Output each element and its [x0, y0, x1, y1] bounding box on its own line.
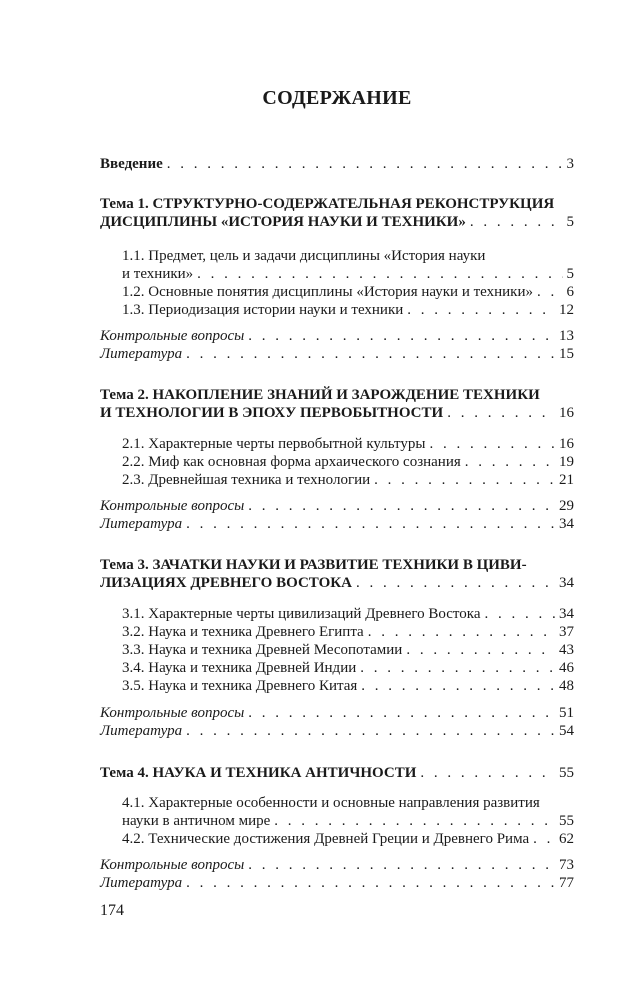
- toc-section-3-4: [122, 659, 574, 677]
- entry-page: 16: [559, 405, 574, 421]
- entry-label: Литература: [100, 875, 183, 891]
- toc-section-4-1: [122, 794, 574, 830]
- toc-section-2-2: [122, 453, 574, 471]
- entry-label: 3.5. Наука и техника Древнего Китая: [122, 678, 358, 694]
- page-number: 174: [100, 902, 124, 919]
- dot-leader: [186, 874, 555, 892]
- entry-label-line2: И ТЕХНОЛОГИИ В ЭПОХУ ПЕРВОБЫТНОСТИ: [100, 405, 444, 421]
- toc-section-3-3: [122, 641, 574, 659]
- dot-leader: [533, 830, 555, 848]
- dot-leader: [429, 435, 555, 453]
- toc-questions-4: [100, 856, 574, 874]
- toc-questions-1: [100, 327, 574, 345]
- dot-leader: [197, 265, 562, 283]
- entry-page: 12: [559, 302, 574, 318]
- entry-page: 34: [559, 606, 574, 622]
- entry-label: 2.3. Древнейшая техника и технологии: [122, 472, 371, 488]
- entry-page: 3: [566, 156, 574, 172]
- toc-section-2-1: [122, 435, 574, 453]
- entry-page: 13: [559, 328, 574, 344]
- dot-leader: [407, 301, 555, 319]
- toc-entry-topic2: [100, 386, 574, 422]
- entry-page: 43: [559, 642, 574, 658]
- entry-page: 48: [559, 678, 574, 694]
- toc-section-3-1: [122, 605, 574, 623]
- entry-label: Тема 4. НАУКА И ТЕХНИКА АНТИЧНОСТИ: [100, 765, 417, 781]
- dot-leader: [356, 574, 555, 592]
- dot-leader: [470, 213, 563, 231]
- entry-label-line1: 4.1. Характерные особенности и основные направления развития: [122, 795, 540, 811]
- entry-page: 34: [559, 575, 574, 591]
- entry-label: 3.1. Характерные черты цивилизаций Древнего Востока: [122, 606, 481, 622]
- toc-section-3-2: [122, 623, 574, 641]
- toc-literature-4: [100, 874, 574, 892]
- entry-page: 5: [566, 214, 574, 230]
- toc-entry-intro: [100, 155, 574, 173]
- dot-leader: [186, 722, 555, 740]
- entry-label: 3.4. Наука и техника Древней Индии: [122, 660, 357, 676]
- dot-leader: [274, 812, 555, 830]
- entry-label: Контрольные вопросы: [100, 328, 245, 344]
- entry-label-line2: ДИСЦИПЛИНЫ «ИСТОРИЯ НАУКИ И ТЕХНИКИ»: [100, 214, 466, 230]
- dot-leader: [368, 623, 555, 641]
- entry-label-line1: Тема 1. СТРУКТУРНО-СОДЕРЖАТЕЛЬНАЯ РЕКОНСТРУКЦИЯ: [100, 196, 555, 212]
- entry-page: 73: [559, 857, 574, 873]
- entry-label: 3.2. Наука и техника Древнего Египта: [122, 624, 364, 640]
- entry-label: Контрольные вопросы: [100, 705, 245, 721]
- dot-leader: [186, 515, 555, 533]
- entry-label: Введение: [100, 156, 163, 172]
- toc-section-1-2: [122, 283, 574, 301]
- entry-page: 5: [566, 266, 574, 282]
- dot-leader: [374, 471, 555, 489]
- dot-leader: [537, 283, 563, 301]
- dot-leader: [447, 404, 555, 422]
- entry-label: 3.3. Наука и техника Древней Месопотамии: [122, 642, 403, 658]
- entry-page: 6: [566, 284, 574, 300]
- toc-questions-2: [100, 497, 574, 515]
- entry-label-line2: и техники»: [122, 266, 194, 282]
- toc-section-1-3: [122, 301, 574, 319]
- entry-label: 2.1. Характерные черты первобытной культуры: [122, 436, 426, 452]
- entry-label-line1: Тема 3. ЗАЧАТКИ НАУКИ И РАЗВИТИЕ ТЕХНИКИ В ЦИВИ-: [100, 557, 527, 573]
- toc-section-1-1: [122, 247, 574, 283]
- dot-leader: [248, 856, 555, 874]
- entry-label: Контрольные вопросы: [100, 857, 245, 873]
- entry-label-line2: ЛИЗАЦИЯХ ДРЕВНЕГО ВОСТОКА: [100, 575, 352, 591]
- dot-leader: [420, 764, 555, 782]
- dot-leader: [406, 641, 555, 659]
- entry-page: 19: [559, 454, 574, 470]
- entry-page: 55: [559, 813, 574, 829]
- dot-leader: [248, 704, 555, 722]
- entry-page: 29: [559, 498, 574, 514]
- entry-page: 46: [559, 660, 574, 676]
- toc-entry-topic3: [100, 556, 574, 592]
- toc-literature-2: [100, 515, 574, 533]
- entry-page: 62: [559, 831, 574, 847]
- entry-label: Литература: [100, 723, 183, 739]
- entry-label-line2: науки в античном мире: [122, 813, 271, 829]
- entry-label: 1.2. Основные понятия дисциплины «История науки и техники»: [122, 284, 533, 300]
- entry-label: Литература: [100, 346, 183, 362]
- entry-page: 21: [559, 472, 574, 488]
- dot-leader: [186, 345, 555, 363]
- entry-page: 34: [559, 516, 574, 532]
- toc-literature-1: [100, 345, 574, 363]
- entry-page: 51: [559, 705, 574, 721]
- entry-label: 4.2. Технические достижения Древней Греции и Древнего Рима: [122, 831, 530, 847]
- toc-entry-topic4: [100, 764, 574, 782]
- toc-entry-topic1: [100, 195, 574, 231]
- entry-label-line1: Тема 2. НАКОПЛЕНИЕ ЗНАНИЙ И ЗАРОЖДЕНИЕ ТЕХНИКИ: [100, 387, 540, 403]
- entry-label: 1.3. Периодизация истории науки и техники: [122, 302, 404, 318]
- page-title: СОДЕРЖАНИЕ: [262, 87, 412, 109]
- entry-page: 37: [559, 624, 574, 640]
- toc-section-2-3: [122, 471, 574, 489]
- dot-leader: [485, 605, 556, 623]
- toc-questions-3: [100, 704, 574, 722]
- entry-label: Литература: [100, 516, 183, 532]
- entry-label: 2.2. Миф как основная форма архаического сознания: [122, 454, 461, 470]
- dot-leader: [167, 155, 563, 173]
- dot-leader: [360, 659, 555, 677]
- entry-page: 16: [559, 436, 574, 452]
- entry-page: 54: [559, 723, 574, 739]
- toc-literature-3: [100, 722, 574, 740]
- entry-label: Контрольные вопросы: [100, 498, 245, 514]
- dot-leader: [248, 497, 555, 515]
- entry-page: 77: [559, 875, 574, 891]
- toc-section-3-5: [122, 677, 574, 695]
- dot-leader: [361, 677, 555, 695]
- entry-page: 15: [559, 346, 574, 362]
- dot-leader: [465, 453, 555, 471]
- entry-page: 55: [559, 765, 574, 781]
- entry-label-line1: 1.1. Предмет, цель и задачи дисциплины «История науки: [122, 248, 486, 264]
- toc-section-4-2: [122, 830, 574, 848]
- dot-leader: [248, 327, 555, 345]
